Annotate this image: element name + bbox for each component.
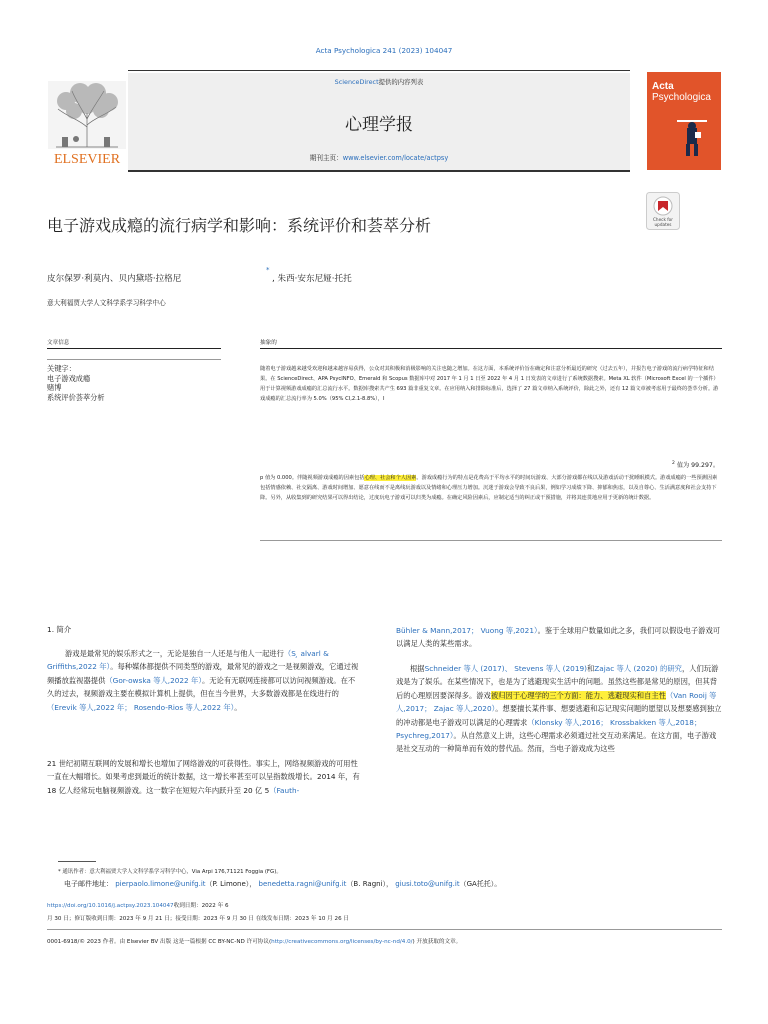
homepage-link[interactable]: www.elsevier.com/locate/actpsy [342, 154, 449, 162]
journal-homepage-line [128, 152, 630, 162]
sciencedirect-line [128, 77, 630, 86]
doi-line [47, 901, 229, 909]
license-text: 0001-6918/© 2023 作者。由 Elsevier BV 出版 这是一篇根据 CC BY-NC-ND 许可协议( [47, 939, 272, 945]
text-segment: 。 [234, 702, 242, 712]
article-title: 电子游戏成瘾的流行病学和影响：系统评价和荟萃分析 [47, 216, 432, 235]
citation-link[interactable]: （Van Rooij 等人,2017； Zajac 等人,2020） [396, 690, 717, 714]
keyword-item: 赌博 [47, 383, 62, 393]
corresponding-author-note: * 通讯作者：意大利福贾大学人文科学系学习科学中心，Via Arpi 176,71121 Foggia (FG)。 [58, 869, 282, 875]
email-owner: （P. Limone）， [205, 880, 257, 888]
elsevier-wordmark: ELSEVIER [53, 152, 121, 167]
elsevier-tree-icon [46, 79, 128, 167]
citation-link[interactable]: （Gor-owska 等人,2022 年） [105, 675, 202, 685]
received-date: 收到日期：2022 年 6 [173, 903, 229, 909]
abstract-footnote [672, 460, 719, 469]
citation-link[interactable]: （Klonsky 等人,2016； Krossbakken 等人,2018； Psychreg,2017） [396, 717, 702, 741]
footnote-superscript: 2 [672, 460, 675, 466]
text-segment: 。从自然意义上讲，这些心理需求必须通过社交互动来满足。在这方面，电子游戏是社交互动的一种简单而有效的替代品。然而，当电子游戏成为这些 [396, 731, 717, 754]
email-owner: （GA托托）。 [459, 880, 502, 888]
intro-right-paragraph-2 [396, 662, 722, 756]
abstract-bottom-rule [260, 540, 722, 541]
citation-link[interactable]: Bühler & Mann,2017； Vuong 等,2021） [396, 626, 538, 635]
header-bottom-rule [128, 170, 630, 172]
author-list: 皮尔保罗·利莫内、贝内黛塔·拉格尼 [47, 274, 182, 284]
cover-title-line1: Acta [652, 81, 674, 92]
cover-title-line2: Psychologica [652, 92, 711, 103]
check-updates-line1: Check for [653, 217, 673, 222]
citation-link[interactable]: Schneider 等人 (2017)、 Stevens 等人 (2019) [424, 664, 587, 673]
email-link[interactable]: pierpaolo.limone@unifg.it [115, 880, 206, 888]
email-label: 电子邮件地址： [64, 880, 113, 888]
email-link[interactable]: benedetta.ragni@unifg.it [258, 880, 347, 888]
license-text-end: ) 开放获取的文章。 [412, 939, 462, 945]
elsevier-logo [46, 79, 128, 167]
text-segment: 和 [586, 664, 595, 673]
info-heading-rule [47, 348, 221, 349]
abstract-heading-rule [260, 348, 722, 349]
citation-link[interactable]: Zajac 等人 (2020) 的研究 [594, 664, 682, 673]
keywords-top-rule [47, 359, 221, 360]
email-addresses [64, 879, 501, 889]
check-for-updates-icon [646, 192, 680, 230]
sciencedirect-link[interactable]: ScienceDirect [334, 78, 379, 86]
keywords-label: 关键字： [47, 364, 76, 373]
text-segment: 游戏是最常见的娱乐形式之一，无论是独自一人还是与他人一起进行 [65, 649, 284, 658]
license-link[interactable]: http://creativecommons.org/licenses/by-nc-nd/4.0/ [271, 939, 413, 945]
abstract-paragraph-2 [260, 473, 722, 503]
article-dates: 月 30 日；修订版收到日期：2023 年 9 月 21 日；接受日期：2023 年 9 月 30 日 在线发布日期：2023 年 10 月 26 日 [47, 916, 350, 922]
footnote-text: 值为 99.297。 [676, 462, 720, 469]
abstract-p2-text-a: p 值为 0.000。伴随视频游戏成瘾的因素包括 [260, 475, 365, 481]
abstract-highlight: 心理、社会和个人因素 [364, 475, 417, 481]
check-for-updates-badge[interactable] [646, 192, 680, 230]
text-segment: 。鉴于全球用户数量如此之多，我们可以假设电子游戏可以满足人类的某些需求。 [396, 626, 721, 649]
keywords-block [47, 364, 105, 402]
sciencedirect-suffix: 提供的内容列表 [378, 78, 424, 86]
keyword-item: 系统评价荟萃分析 [47, 392, 105, 402]
text-segment: 根据 [410, 664, 425, 673]
text-segment: 21 世纪初期互联网的发展和增长也增加了网络游戏的可获得性。事实上，网络视频游戏的可用性一直在大幅增长。如果考虑到最近的统计数据，这一增长率甚至可以呈指数级增长。2014 年，有 18 亿人经常玩电脑视频游戏。这一数字在短短六年内跃升至 20 亿 5 [47, 759, 360, 795]
header-top-rule [128, 70, 630, 71]
corresponding-author-marker[interactable]: * [266, 266, 270, 274]
footnote-rule [58, 861, 96, 862]
email-link[interactable]: giusi.toto@unifg.it [395, 880, 460, 888]
journal-reference-link[interactable]: Acta Psychologica 241 (2023) 104047 [315, 46, 453, 55]
check-updates-line2: updates [654, 222, 672, 227]
cover-figure-icon [677, 118, 707, 160]
footer-rule [47, 929, 722, 930]
abstract-heading: 抽象的 [260, 340, 277, 346]
section-heading-introduction: 1. 简介 [47, 625, 72, 634]
journal-title: 心理学报 [345, 115, 413, 135]
text-segment: ，人们玩游戏是为了娱乐。在某些情况下，也是为了逃避现实生活中的问题。虽然这些都是常见的原因，但其背后的心理原因要深得多。游戏 [396, 664, 719, 700]
author-list-continued: , 朱西·安东尼娅·托托 [272, 274, 352, 284]
citation-link[interactable]: （Erevik 等人,2022 年； Rosendo-Rios 等人,2022 年） [47, 702, 235, 712]
text-segment: 。每种媒体都提供不同类型的游戏，最常见的游戏之一是视频游戏，它通过视频播放监视器提供 [47, 662, 359, 685]
affiliation: 意大利福贾大学人文科学系学习科学中心 [47, 299, 166, 307]
article-info-heading: 文章信息 [47, 340, 70, 346]
citation-link[interactable]: （S ̧ alvarl & Griffiths,2022 年） [47, 649, 329, 672]
license-line [47, 937, 461, 945]
citation-link[interactable]: （Fauth- [269, 785, 300, 795]
intro-left-paragraph-2 [47, 757, 361, 797]
journal-cover-thumbnail[interactable] [647, 72, 721, 170]
intro-right-paragraph-1 [396, 624, 722, 651]
text-segment: 。无论有无联网连接都可以访问视频游戏。在不久的过去，视频游戏主要在模拟计算机上提供，但在当今世界，大多数游戏都是在线进行的 [47, 675, 356, 699]
abstract-p2-text-b: 。游戏成瘾行为的特点是花费高于平均水平的时间玩游戏、大部分游戏都在线以及游戏活动干扰睡眠模式。游戏成瘾的一些预测因素包括情感依赖、社交隔离、游戏时间增加、愿意在线而不是离线玩游戏以及情绪和心理压力增加。沉迷于游戏会导致不良后果，例如学习成绩下降、抑郁和焦虑，以及自尊心、生活满意度和社会支持下降。另外，从收集到的研究结果可以得出结论，过度玩电子游戏可以归类为成瘾。在确定风险因素后，应制定适当的纠正或干预措施，并将其连贯地应用于更新的统计数据。 [260, 475, 718, 501]
keyword-item: 电子游戏成瘾 [47, 373, 91, 383]
intro-left-paragraph-1 [47, 647, 361, 714]
abstract-paragraph-1: 随着电子游戏越来越受欢迎和越来越容易获得，公众对其积极和消极影响的关注也随之增加。在这方面，本系统评价旨在确定和注意分析最近的研究（过去五年），并报告电子游戏的流行病学特征和结果。在 ScienceDirect、APA PsycINFO、Emerald 和 Scopus 数据库中对 2017 年 1 月 1 日至 2022 年 4 月 1 日发表的文章进行了系统数据搜索。Meta XL 软件（Microsoft Excel 的一个插件）用于计算视频游戏成瘾的汇总流行水平。数据库搜索共产生 693 篇非重复文章。在应用纳入和排除标准后，选择了 27 篇文章纳入系统评价，除此之外，还有 12 篇文章被考虑用于最终的荟萃分析。游戏成瘾的汇总流行率为 5.0%（95% CI,2.1-8.8%），I [260, 366, 719, 402]
email-owner: （B. Ragni）， [346, 880, 394, 888]
doi-link[interactable]: https://doi.org/10.1016/j.actpsy.2023.104047 [47, 903, 174, 909]
homepage-label: 期刊主页： [309, 154, 343, 162]
text-segment: 。想要擅长某件事、想要逃避和忘记现实问题的愿望以及想要感到独立的冲动都是电子游戏可以满足的心理需求 [396, 704, 722, 727]
highlighted-text: 被归因于心理学的三个方面：能力、逃避现实和自主性 [490, 690, 666, 700]
